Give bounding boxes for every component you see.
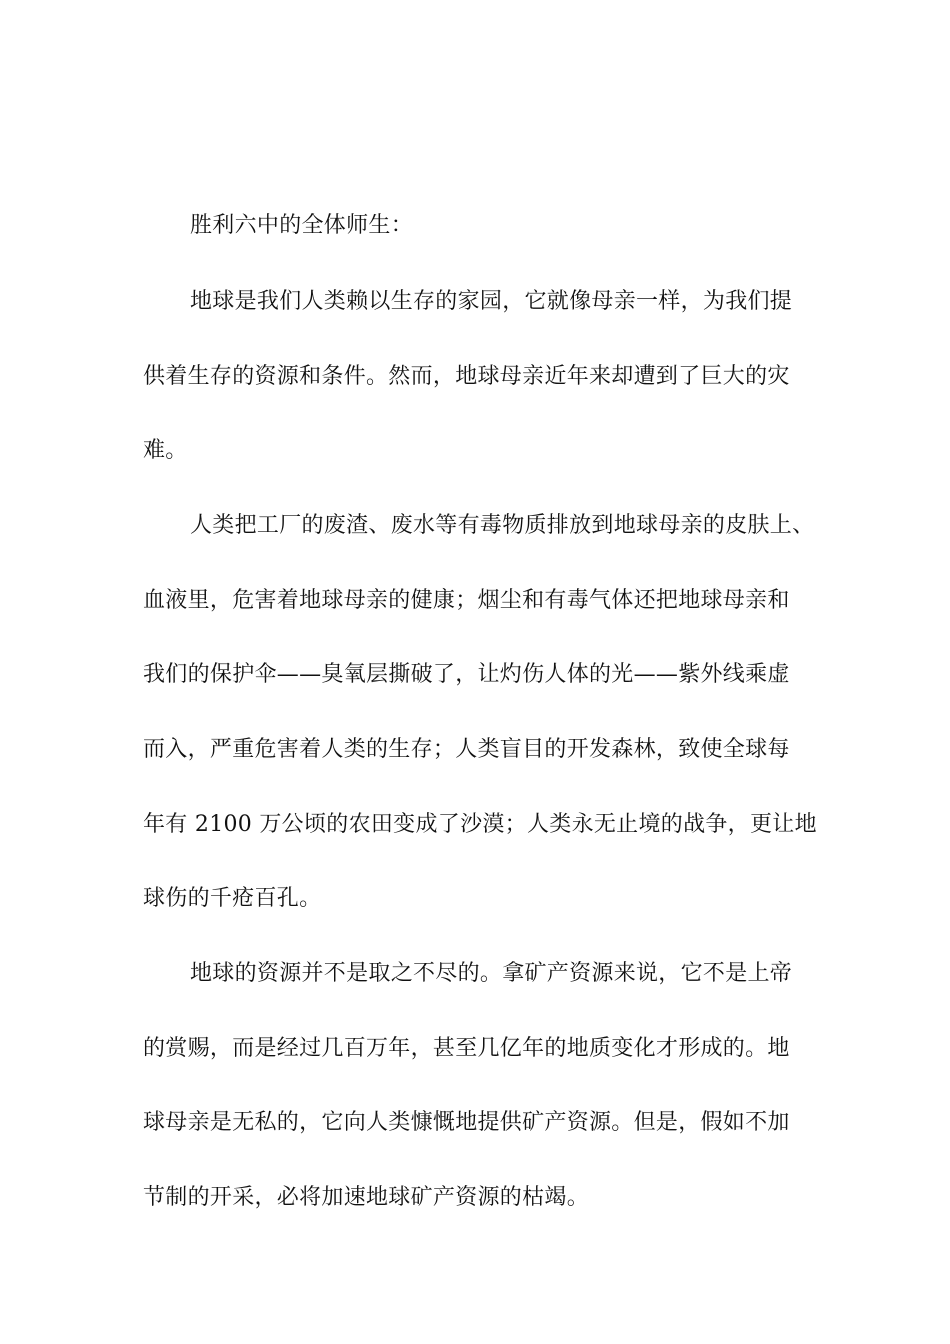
- paragraph-line: 的赏赐，而是经过几百万年，甚至几亿年的地质变化才形成的。地: [143, 1036, 790, 1061]
- paragraph-line: 而入，严重危害着人类的生存；人类盲目的开发森林，致使全球每: [143, 737, 790, 762]
- paragraph-line: 供着生存的资源和条件。然而，地球母亲近年来却遭到了巨大的灾: [143, 364, 790, 389]
- paragraph-line: 节制的开采，必将加速地球矿产资源的枯竭。: [143, 1185, 590, 1210]
- paragraph-line: 球伤的千疮百孔。: [143, 886, 322, 911]
- greeting: 胜利六中的全体师生：: [190, 213, 414, 238]
- paragraph-line: 难。: [143, 438, 188, 463]
- paragraph-line: 地球是我们人类赖以生存的家园，它就像母亲一样，为我们提: [190, 289, 793, 314]
- paragraph-line: 年有 2100 万公顷的农田变成了沙漠；人类永无止境的战争，更让地: [143, 812, 817, 837]
- paragraph-line: 血液里，危害着地球母亲的健康；烟尘和有毒气体还把地球母亲和: [143, 588, 790, 613]
- paragraph-line: 地球的资源并不是取之不尽的。拿矿产资源来说，它不是上帝: [190, 961, 793, 986]
- paragraph-line: 我们的保护伞——臭氧层撕破了，让灼伤人体的光——紫外线乘虚: [143, 662, 790, 687]
- paragraph-line: 人类把工厂的废渣、废水等有毒物质排放到地球母亲的皮肤上、: [190, 513, 815, 538]
- paragraph-line: 球母亲是无私的，它向人类慷慨地提供矿产资源。但是，假如不加: [143, 1110, 790, 1135]
